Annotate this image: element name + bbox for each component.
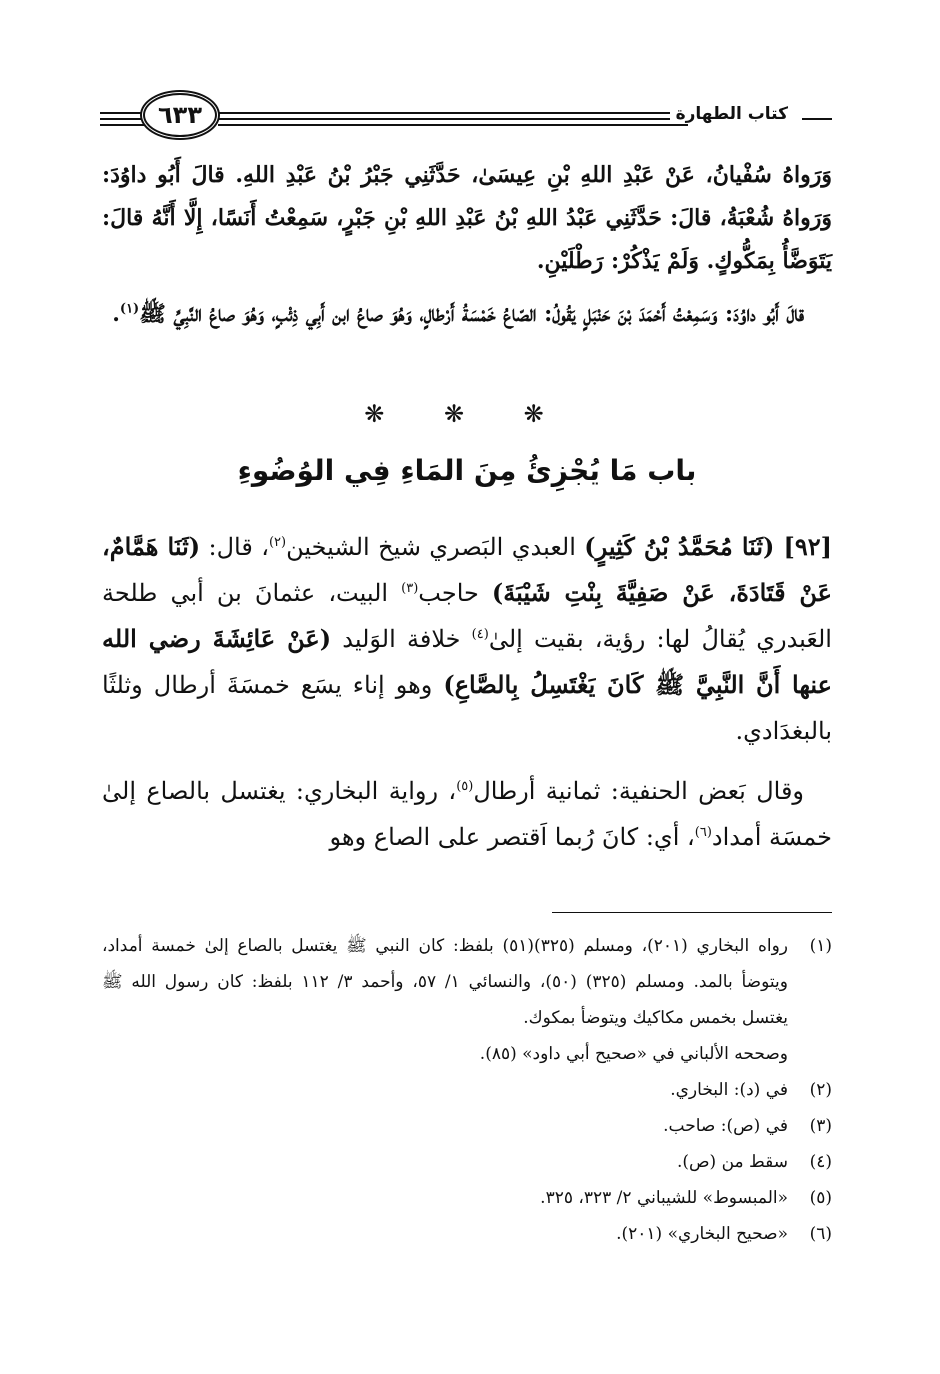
commentary-span: البيت، عثمانَ بن أبي طلحة العَبدري يُقالُ لها: رؤية، بقيت إلىٰ	[102, 579, 832, 653]
footnote-ref[interactable]: (١)	[119, 301, 140, 317]
footnote	[102, 1216, 832, 1252]
footnote-ref[interactable]: (٥)	[456, 779, 474, 794]
header-rule	[218, 124, 688, 126]
commentary-span: العبدي البَصري شيخ الشيخين	[286, 533, 585, 561]
footnote-text: رواه البخاري (٢٠١)، ومسلم (٣٢٥)(٥١) بلفظ: كان النبي ﷺ يغتسل بالصاع إلىٰ خمسة أمداد، ويتوضأ بالمد. ومسلم (٣٢٥) (٥٠)، والنسائي ١/ ٥٧، وأحمد ٣/ ١١٢ بلفظ: كان رسول الله ﷺ يغتسل بخمس مكاكيك ويتوضأ بمكوك.	[102, 936, 788, 1028]
footnote-number: (١)	[809, 936, 832, 956]
commentary-paragraph	[102, 768, 832, 860]
commentary-span: ، أي: كانَ رُبما اَقتصر على الصاع وهو	[329, 823, 695, 851]
footnote-number: (٦)	[809, 1224, 832, 1244]
footnote	[102, 1036, 832, 1072]
text-line: بِمَكُّوكٍ. وَلَمْ يَذْكُرْ: رَطْلَيْنِ.	[536, 248, 775, 274]
quoted-chain: (ثَنَا هَمَّامٌ، عَنْ قَتَادَةَ، عَنْ صَفِيَّةَ بِنْتِ شَيْبَةَ)	[102, 532, 832, 607]
commentary-span: ، قال:	[208, 533, 269, 561]
section-separator: ❋ ❋ ❋	[364, 400, 570, 428]
footnote-number: (٤)	[809, 1152, 832, 1172]
header-rule	[218, 118, 688, 120]
footnote	[102, 1180, 832, 1216]
footnote-number	[788, 1036, 832, 1072]
footnote-text: سقط من (ص).	[676, 1152, 788, 1172]
footnote-ref[interactable]: (٤)	[471, 627, 489, 642]
hadith-paragraph	[102, 293, 832, 336]
footnote-text: في (د): البخاري.	[670, 1080, 788, 1100]
footnote-number: (٥)	[809, 1188, 832, 1208]
footnote-text: في (ص): صاحب.	[663, 1116, 788, 1136]
commentary-span: وقال بَعض الحنفية: ثمانية أرطال	[473, 777, 805, 805]
text-line: .	[112, 301, 120, 327]
text-line: وَرَواهُ سُفْيانُ، عَنْ عَبْدِ اللهِ بْنِ عِيسَىٰ، حَدَّثَنِي جَبْرُ بْنُ عَبْدِ اللهِ. قالَ أَبُو داوُدَ: وَرَواهُ	[102, 162, 832, 231]
chapter-title: باب مَا يُجْزِئُ مِنَ المَاءِ فِي الوُضُوءِ	[237, 454, 697, 487]
commentary-span: ، رواية البخاري: يغتسل بالصاع إلىٰ خمسَة أمداد	[102, 777, 832, 851]
footnote-number: (٢)	[809, 1080, 832, 1100]
text-line: قالَ أَبُو داوُدَ: وَسَمِعْتُ أَحْمَدَ بْنَ حَنْبَلٍ يَقُولُ: الصّاعُ خَمْسَةُ أَرْطالٍ، وَهُوَ صاعُ	[357, 301, 804, 327]
hadith-paragraph	[102, 154, 832, 283]
footnote-ref[interactable]: (٢)	[268, 535, 287, 550]
commentary-span: وهو إناء يسَع خمسَةَ أرطال وثلثًا بالبغدَادي.	[102, 671, 832, 745]
quoted-hadith: (عَنْ عَائِشَةَ رضي الله عنها أَنَّ النَّبِيَّ ﷺ كَانَ يَغْتَسِلُ بِالصَّاعِ)	[102, 624, 832, 699]
commentary-text	[102, 524, 832, 874]
footnote-text: وصححه الألباني في «صحيح أبي داود» (٨٥).	[479, 1044, 788, 1064]
commentary-span: حاجب	[418, 579, 492, 607]
hadith-text	[102, 154, 832, 346]
page-number: ٦٣٣	[140, 90, 220, 140]
text-line: ابن أَبِي ذِئْبٍ، وَهُوَ صاعُ النَّبِيِّ ﷺ	[139, 301, 350, 327]
footnote-text: «صحيح البخاري» (٢٠١).	[616, 1224, 788, 1244]
footnote-divider	[552, 912, 832, 913]
commentary-paragraph	[102, 524, 832, 754]
header-rule	[218, 112, 688, 114]
page-header	[100, 88, 832, 144]
commentary-span: خلافة الوَليد	[331, 625, 472, 653]
footnote	[102, 1108, 832, 1144]
quoted-chain: [٩٢] (ثَنَا مُحَمَّدُ بْنُ كَثِيرٍ)	[584, 532, 832, 561]
footnotes	[102, 928, 832, 1252]
text-line: شُعْبَةُ، قالَ: حَدَّثَنِي عَبْدُ اللهِ بْنُ عَبْدِ اللهِ بْنِ جَبْرٍ، سَمِعْتُ أَنَسًا، إِلَّا أَنَّهُ قالَ: يَتَوَضَّأُ	[102, 205, 832, 274]
footnote	[102, 1144, 832, 1180]
footnote-text: «المبسوط» للشيباني ٢/ ٣٢٣، ٣٢٥.	[540, 1188, 788, 1208]
footnote	[102, 928, 832, 1036]
footnote-number: (٣)	[809, 1116, 832, 1136]
header-rule	[802, 118, 832, 120]
footnote-ref[interactable]: (٣)	[401, 581, 419, 596]
footnote	[102, 1072, 832, 1108]
running-title: كتاب الطهارة	[670, 104, 794, 124]
footnote-ref[interactable]: (٦)	[694, 825, 712, 840]
